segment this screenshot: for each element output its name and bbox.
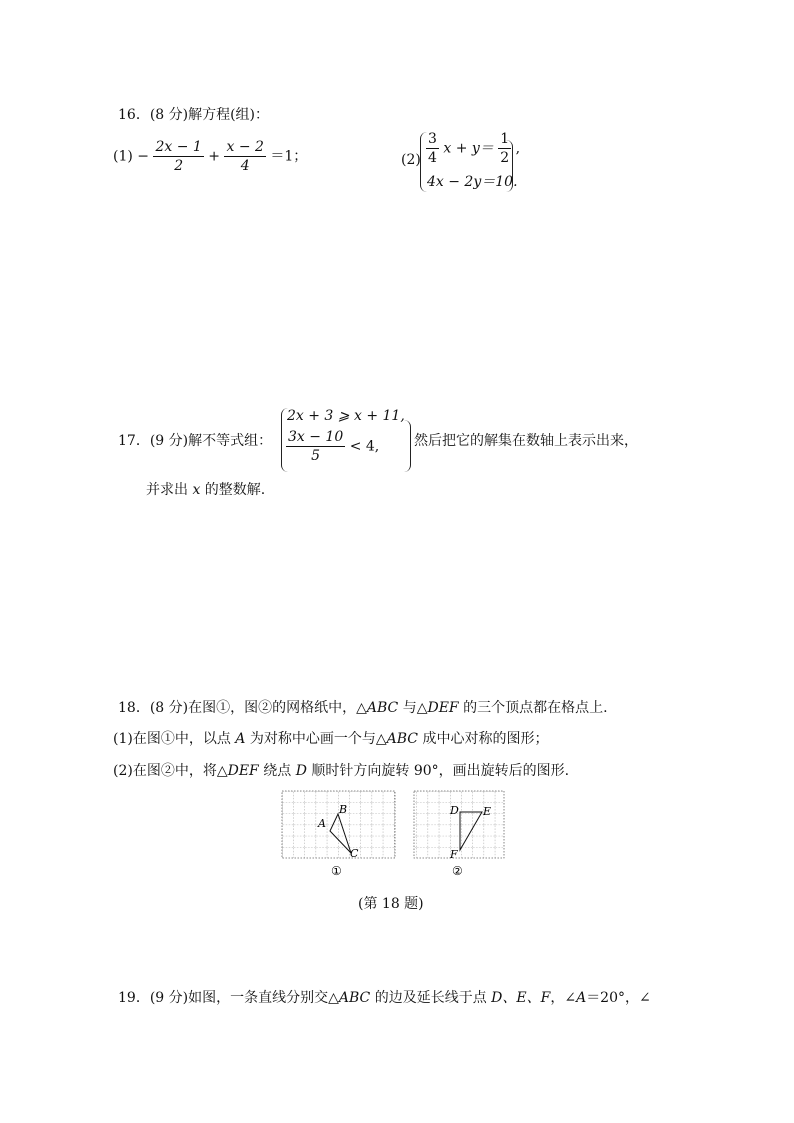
q16-p2-l1-fnum: 3 — [428, 131, 437, 147]
q17-line2-post: 的整数解. — [200, 482, 266, 498]
q16-p1-f1-numerator: 2x − 1 — [155, 139, 202, 155]
q16-p2-l1-fden: 4 — [428, 150, 437, 166]
q17-l2-fraction — [286, 428, 345, 465]
q18-line3 — [113, 760, 569, 780]
q18-l3-v1: DEF — [227, 763, 259, 779]
q18-l1-post: 的三个顶点都在格点上. — [458, 700, 608, 716]
q18-l2-pre: (1)在图①中，以点 — [113, 731, 236, 747]
q18-line1 — [118, 697, 608, 717]
q18-l1-pre: 18．(8 分)在图①，图②的网格纸中，△ — [118, 700, 367, 716]
q17-line1: 2x + 3 ⩾ x + 11, — [287, 408, 405, 424]
q17-suffix: 然后把它的解集在数轴上表示出来， — [414, 433, 638, 449]
q16-p1-f1-denominator: 2 — [174, 158, 184, 174]
q18-l2-v1: A — [235, 731, 246, 747]
q16-p1-fraction-2 — [224, 138, 265, 175]
q17-l2-end: < 4, — [349, 438, 380, 455]
q19-v1: ABC — [338, 990, 371, 1006]
q18-fig2-label: ② — [452, 864, 463, 878]
q17-line-2 — [146, 479, 265, 499]
q18-l1-mid: 与△ — [398, 700, 428, 716]
q17-line2-var: x — [192, 482, 201, 498]
q19-mid: 的边及延长线于点 — [370, 990, 492, 1006]
q18-l3-mid: 绕点 — [258, 763, 296, 779]
q16-p2-l1-mid: x + y＝ — [443, 140, 494, 157]
q18-l3-v2: D — [295, 763, 307, 779]
q18-l2-mid: 为对称中心画一个与△ — [245, 731, 387, 747]
q16-p1-f2-numerator: x − 2 — [226, 139, 264, 155]
q18-l1-v1: ABC — [366, 700, 399, 716]
q18-grid-1 — [282, 791, 395, 858]
q19-mid2: ，∠ — [550, 990, 577, 1006]
q18-label-b: B — [339, 803, 348, 816]
q19-v2: A — [576, 990, 587, 1006]
q17-prefix: 17．(9 分)解不等式组： — [118, 433, 273, 449]
q18-label-f: F — [450, 848, 458, 861]
q18-grid-2 — [414, 791, 504, 858]
q18-l3-pre: (2)在图②中，将△ — [113, 763, 228, 779]
q16-p2-l1-fraction-left — [426, 130, 439, 167]
q18-fig1-label: ① — [331, 864, 342, 878]
q19-post: ＝20°，∠ — [586, 990, 651, 1006]
q16-p1-fraction-1 — [153, 138, 203, 175]
q16-p1-plus: + — [208, 148, 221, 165]
q18-l1-v2: DEF — [427, 700, 459, 716]
q19-pts: D、E、F — [491, 990, 551, 1006]
q16-p2-l1-end: , — [515, 140, 521, 157]
q19-pre: 19．(9 分)如图，一条直线分别交△ — [118, 990, 339, 1006]
q17-line2 — [286, 428, 379, 465]
q16-p2-label: (2) — [401, 152, 421, 168]
q18-figures — [270, 785, 520, 880]
q18-label-e: E — [483, 805, 492, 818]
q18-label-c: C — [350, 847, 359, 860]
q18-l2-v2: ABC — [386, 731, 418, 747]
q18-label-d: D — [450, 804, 459, 817]
q17-l2-numerator: 3x − 10 — [288, 429, 344, 445]
q18-caption: (第 18 题) — [358, 896, 424, 912]
q16-heading: 16．(8 分)解方程(组)： — [118, 107, 270, 123]
q16-p2-l1-rden: 2 — [500, 150, 510, 166]
q17-line2-pre: 并求出 — [146, 482, 193, 498]
q17-l2-denominator: 5 — [311, 448, 321, 464]
q16-p1-label: (1) — [113, 148, 133, 165]
q16-p2-l1-rnum: 1 — [500, 131, 510, 147]
q16-p1-rhs: ＝1； — [270, 148, 308, 165]
q17-right-brace — [404, 420, 411, 472]
q18-l2-post: 成中心对称的图形； — [418, 731, 549, 747]
q16-part1 — [113, 138, 307, 175]
q19-line1 — [118, 987, 651, 1007]
q18-line2 — [113, 728, 548, 748]
q16-p2-line2: 4x − 2y＝10. — [427, 174, 518, 190]
q18-l3-post: 顺时针方向旋转 90°，画出旋转后的图形. — [306, 763, 570, 779]
q18-label-a: A — [318, 817, 326, 830]
q16-p1-f2-denominator: 4 — [240, 158, 250, 174]
q16-p1-minus: − — [137, 148, 150, 165]
q16-p2-right-brace — [506, 140, 513, 192]
